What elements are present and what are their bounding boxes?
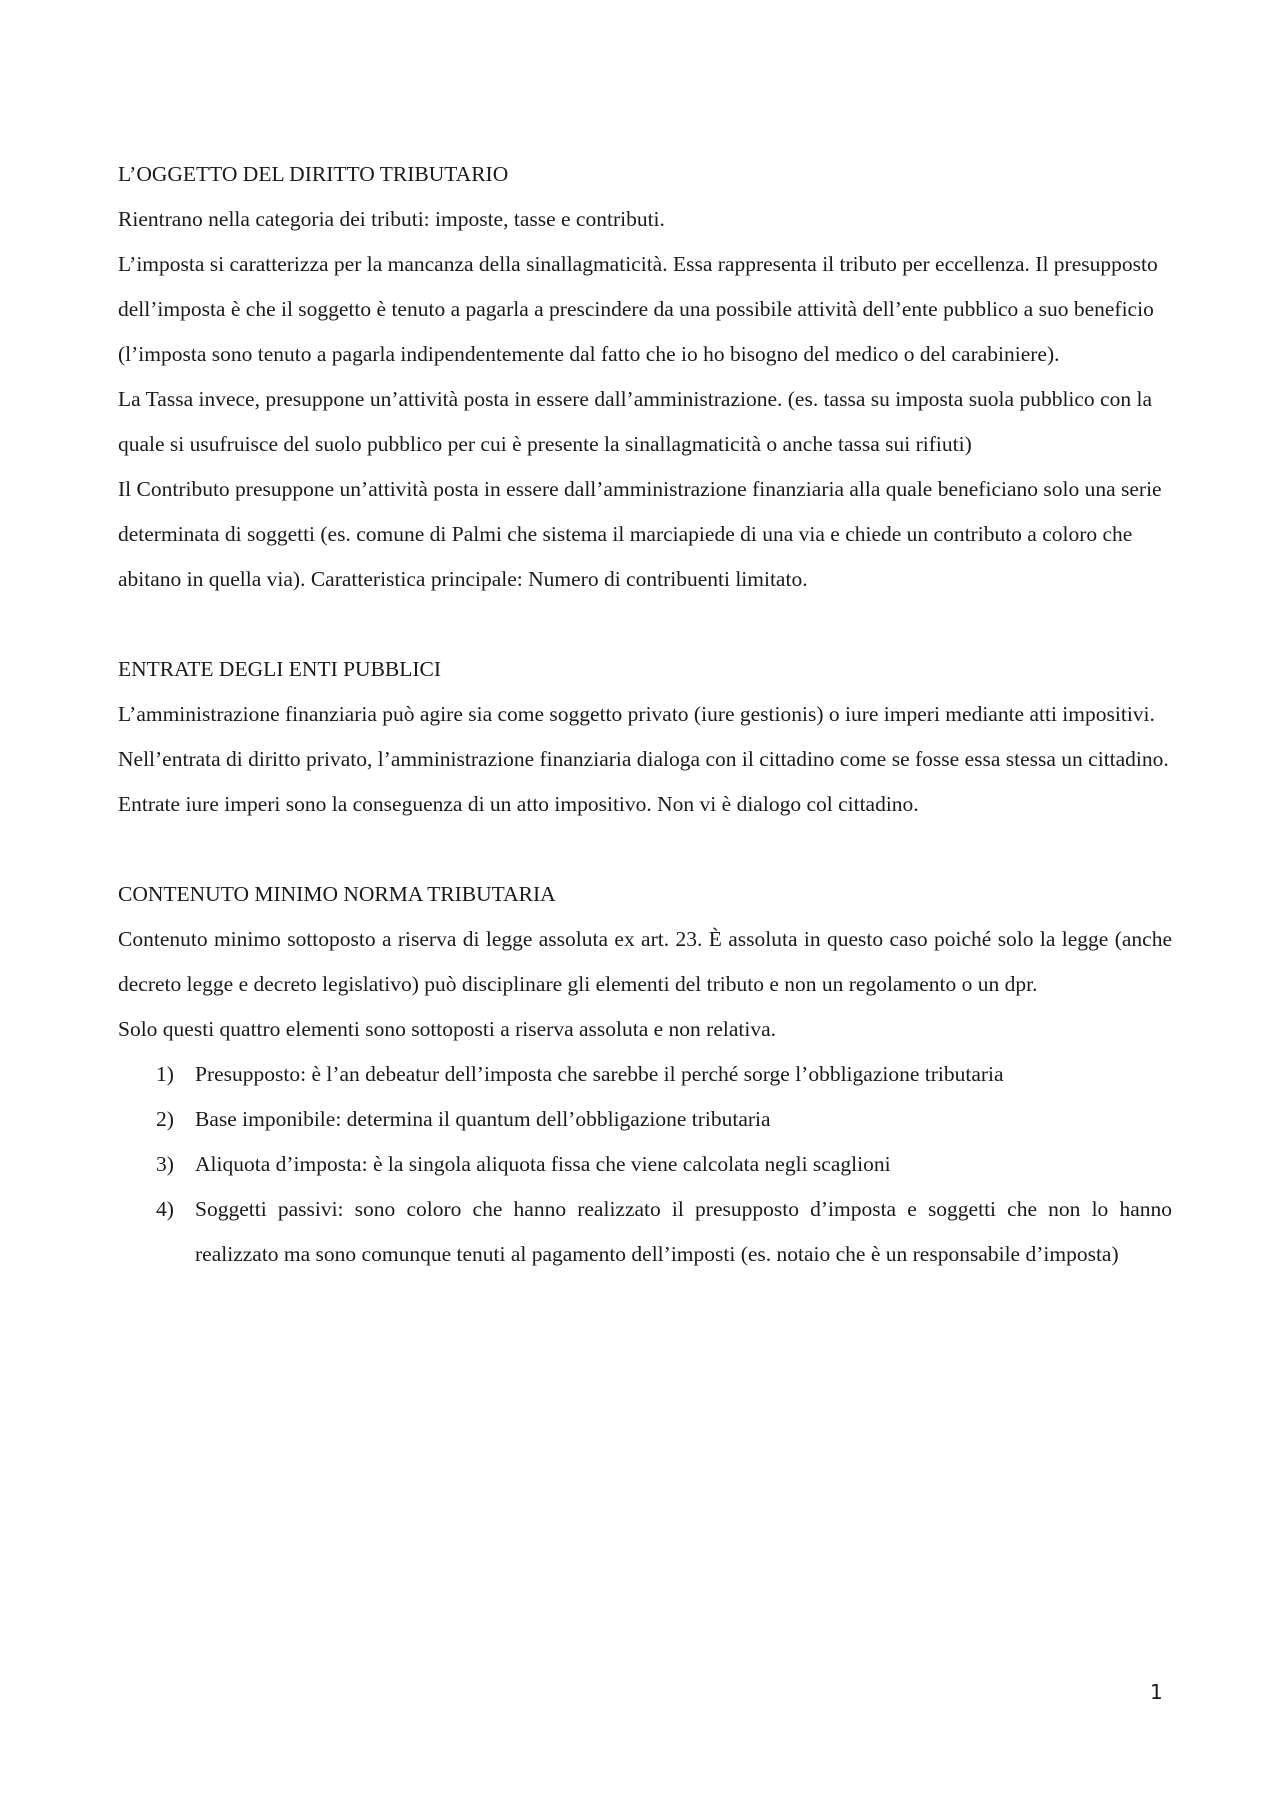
- paragraph: Rientrano nella categoria dei tributi: imposte, tasse e contributi.: [118, 207, 665, 231]
- list-item: [118, 1187, 1172, 1277]
- paragraph: Nell’entrata di diritto privato, l’amministrazione finanziaria dialoga con il cittadino come se fosse essa stessa un cittadino.: [118, 747, 1169, 771]
- section-entrate: [118, 647, 1172, 827]
- list-number: 2): [156, 1107, 174, 1131]
- paragraph: Il Contributo presuppone un’attività posta in essere dall’amministrazione finanziaria alla quale beneficiano solo una serie determinata di soggetti (es. comune di Palmi che sistema il marciapiede di una via e chiede un contributo a coloro che abitano in quella via). Caratteristica principale: Numero di contribuenti limitato.: [118, 477, 1162, 591]
- list-number: 3): [156, 1152, 174, 1176]
- section-oggetto: [118, 152, 1172, 602]
- list-text: Base imponibile: determina il quantum dell’obbligazione tributaria: [195, 1107, 771, 1131]
- list-item: [118, 1052, 1172, 1097]
- page-number: 1: [1150, 1680, 1163, 1704]
- paragraph: Contenuto minimo sottoposto a riserva di legge assoluta ex art. 23. È assoluta in questo caso poiché solo la legge (anche decreto legge e decreto legislativo) può disciplinare gli elementi del tributo e non un regolamento o un dpr.: [118, 927, 1172, 996]
- paragraph: Entrate iure imperi sono la conseguenza di un atto impositivo. Non vi è dialogo col cittadino.: [118, 792, 919, 816]
- list-text: Aliquota d’imposta: è la singola aliquota fissa che viene calcolata negli scaglioni: [195, 1152, 891, 1176]
- spacer: [118, 602, 1172, 647]
- list-item: [118, 1142, 1172, 1187]
- section-title: L’OGGETTO DEL DIRITTO TRIBUTARIO: [118, 162, 509, 186]
- list-number: 4): [156, 1197, 174, 1221]
- section-title: ENTRATE DEGLI ENTI PUBBLICI: [118, 657, 442, 681]
- paragraph: L’amministrazione finanziaria può agire sia come soggetto privato (iure gestionis) o iure imperi mediante atti impositivi.: [118, 702, 1155, 726]
- spacer: [118, 827, 1172, 872]
- list-item: [118, 1097, 1172, 1142]
- list-text: Presupposto: è l’an debeatur dell’imposta che sarebbe il perché sorge l’obbligazione tributaria: [195, 1062, 1004, 1086]
- list-text: Soggetti passivi: sono coloro che hanno realizzato il presupposto d’imposta e soggetti che non lo hanno realizzato ma sono comunque tenuti al pagamento dell’imposti (es. notaio che è un responsabile d’imposta): [195, 1197, 1172, 1266]
- paragraph: La Tassa invece, presuppone un’attività posta in essere dall’amministrazione. (es. tassa su imposta suola pubblico con la quale si usufruisce del suolo pubblico per cui è presente la sinallagmaticità o anche tassa sui rifiuti): [118, 387, 1152, 456]
- document-page: [118, 152, 1172, 1277]
- section-title: CONTENUTO MINIMO NORMA TRIBUTARIA: [118, 882, 556, 906]
- paragraph: Solo questi quattro elementi sono sottoposti a riserva assoluta e non relativa.: [118, 1017, 777, 1041]
- list-number: 1): [156, 1062, 174, 1086]
- elements-list: [118, 1052, 1172, 1277]
- paragraph: L’imposta si caratterizza per la mancanza della sinallagmaticità. Essa rappresenta il tributo per eccellenza. Il presupposto dell’imposta è che il soggetto è tenuto a pagarla a prescindere da una possibile attività dell’ente pubblico a suo beneficio (l’imposta sono tenuto a pagarla indipendentemente dal fatto che io ho bisogno del medico o del carabiniere).: [118, 252, 1158, 366]
- section-contenuto-minimo: [118, 872, 1172, 1277]
